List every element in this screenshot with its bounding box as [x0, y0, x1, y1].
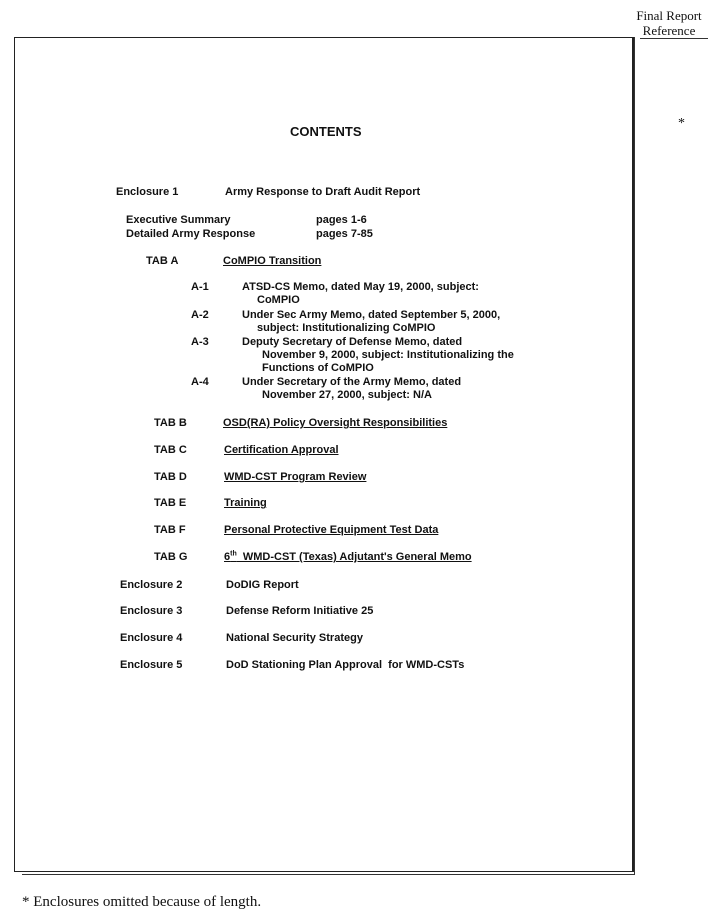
tab-a-title: CoMPIO Transition — [223, 255, 322, 267]
footnote: * Enclosures omitted because of length. — [22, 894, 262, 910]
tab-d-label: TAB D — [154, 471, 187, 483]
frame-shadow-edge — [634, 37, 635, 875]
enclosure-5-title: DoD Stationing Plan Approval for WMD-CSTs — [226, 659, 465, 671]
enclosure-5-label: Enclosure 5 — [120, 659, 183, 671]
enclosure-4-label: Enclosure 4 — [120, 632, 183, 644]
tab-c-title: Certification Approval — [224, 444, 339, 456]
tab-f-label: TAB F — [154, 524, 186, 536]
enclosure-1-label: Enclosure 1 — [116, 186, 179, 198]
item-a3-code: A-3 — [191, 336, 209, 348]
item-a3-line3: Functions of CoMPIO — [262, 362, 374, 374]
item-a2-line2: subject: Institutionalizing CoMPIO — [257, 322, 436, 334]
tab-b-label: TAB B — [154, 417, 187, 429]
item-a4-line1: Under Secretary of the Army Memo, dated — [242, 376, 462, 388]
enclosure-1-title: Army Response to Draft Audit Report — [225, 186, 421, 198]
final-report-reference-header — [626, 8, 712, 38]
item-a2-line1: Under Sec Army Memo, dated September 5, 2000, — [242, 309, 501, 321]
tab-d-title: WMD-CST Program Review — [224, 471, 367, 483]
tab-c-label: TAB C — [154, 444, 187, 456]
item-a4-code: A-4 — [191, 376, 209, 388]
tab-a-label: TAB A — [146, 255, 179, 267]
enclosure-2-title: DoDIG Report — [226, 579, 299, 591]
item-a2-code: A-2 — [191, 309, 209, 321]
tab-g-title — [224, 551, 472, 564]
item-a1-code: A-1 — [191, 281, 209, 293]
item-a1-line2: CoMPIO — [257, 294, 300, 306]
item-a3-line1: Deputy Secretary of Defense Memo, dated — [242, 336, 463, 348]
tab-g-label: TAB G — [154, 551, 188, 563]
reference-header-rule — [640, 38, 708, 39]
page-title: CONTENTS — [290, 124, 362, 139]
enclosure-3-label: Enclosure 3 — [120, 605, 183, 617]
executive-summary-pages: pages 1-6 — [316, 214, 367, 226]
tab-f-title: Personal Protective Equipment Test Data — [224, 524, 439, 536]
reference-header-line1: Final Report — [636, 8, 702, 23]
detailed-response-label: Detailed Army Response — [126, 228, 256, 240]
executive-summary-label: Executive Summary — [126, 214, 231, 226]
detailed-response-pages: pages 7-85 — [316, 228, 373, 240]
reference-header-line2: Reference — [642, 23, 696, 38]
enclosure-2-label: Enclosure 2 — [120, 579, 183, 591]
enclosure-4-title: National Security Strategy — [226, 632, 363, 644]
item-a4-line2: November 27, 2000, subject: N/A — [262, 389, 432, 401]
enclosure-3-title: Defense Reform Initiative 25 — [226, 605, 374, 617]
reference-marker: * — [678, 116, 685, 131]
item-a3-line2: November 9, 2000, subject: Institutionalizing the — [262, 349, 514, 361]
tab-g-title-text: WMD-CST (Texas) Adjutant's General Memo — [236, 551, 472, 563]
tab-g-ordinal: 6 — [224, 551, 231, 563]
tab-b-title: OSD(RA) Policy Oversight Responsibilities — [223, 417, 448, 429]
item-a1-line1: ATSD-CS Memo, dated May 19, 2000, subject: — [242, 281, 479, 293]
tab-e-title: Training — [224, 497, 267, 509]
frame-shadow-bottom — [22, 874, 634, 875]
tab-e-label: TAB E — [154, 497, 187, 509]
tab-g-ordinal-suffix: th — [230, 550, 237, 558]
